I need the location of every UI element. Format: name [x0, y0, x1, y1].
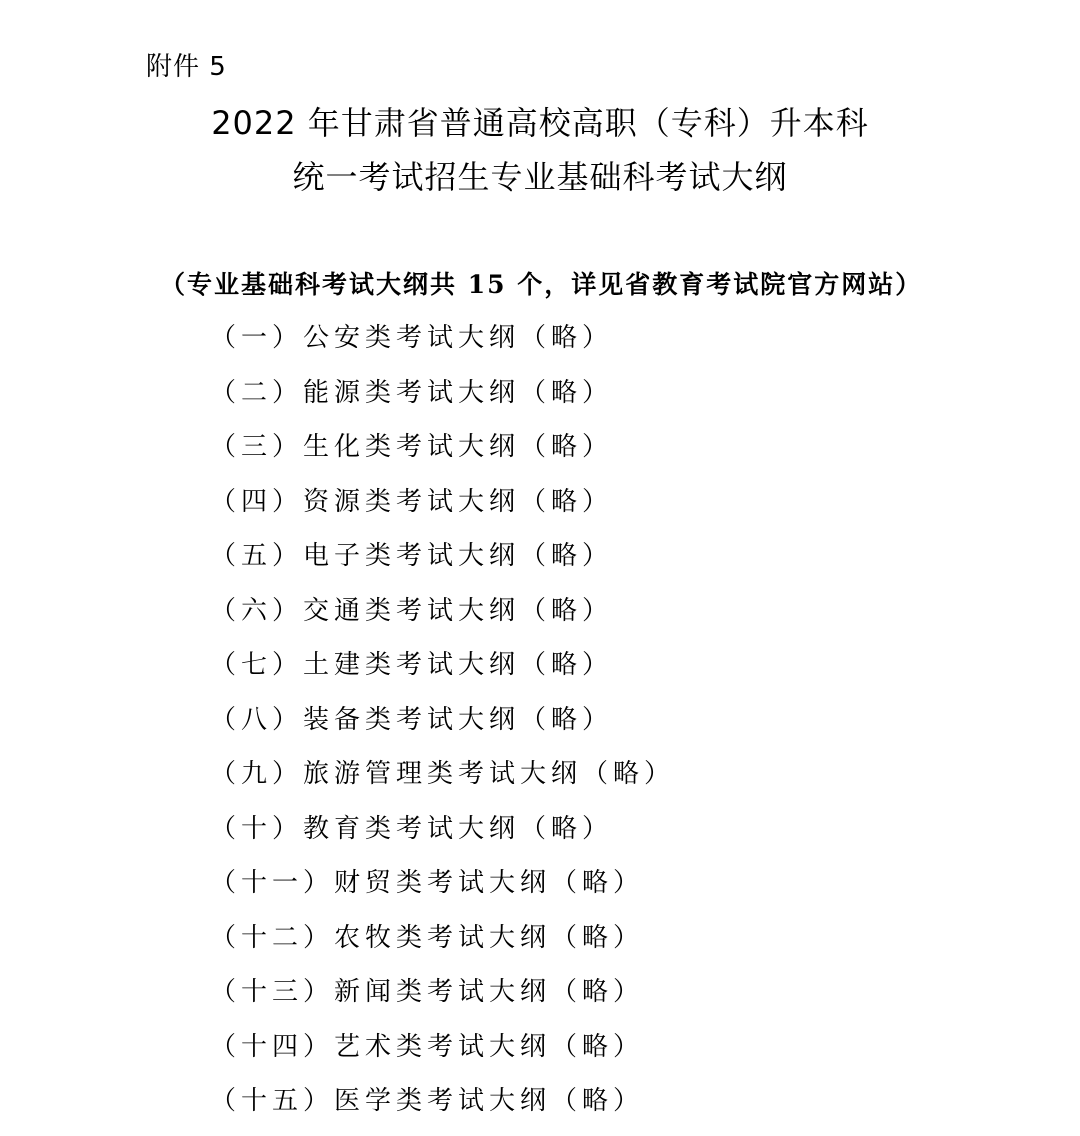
outline-list	[210, 318, 675, 1136]
outline-item-15: （十五）医学类考试大纲（略）	[210, 1086, 645, 1116]
outline-item-14: （十四）艺术类考试大纲（略）	[210, 1031, 645, 1062]
outline-item-6: （六）交通类考试大纲（略）	[210, 595, 614, 626]
attachment-label: 附件 5	[146, 52, 227, 82]
outline-item-13: （十三）新闻类考试大纲（略）	[210, 977, 645, 1007]
outline-item-8: （八）装备类考试大纲（略）	[210, 704, 614, 735]
document-title-line-2: 统一考试招生专业基础科考试大纲	[292, 158, 788, 196]
outline-item-5: （五）电子类考试大纲（略）	[210, 541, 614, 571]
outline-item-1: （一）公安类考试大纲（略）	[210, 323, 614, 353]
outline-item-2: （二）能源类考试大纲（略）	[210, 377, 614, 408]
outline-item-11: （十一）财贸类考试大纲（略）	[210, 868, 645, 898]
outline-item-12: （十二）农牧类考试大纲（略）	[210, 922, 645, 953]
outline-item-9: （九）旅游管理类考试大纲（略）	[210, 759, 676, 789]
outline-note: （专业基础科考试大纲共 15 个，详见省教育考试院官方网站）	[160, 270, 923, 299]
outline-item-10: （十）教育类考试大纲（略）	[210, 813, 614, 844]
outline-item-3: （三）生化类考试大纲（略）	[210, 432, 614, 462]
outline-item-4: （四）资源类考试大纲（略）	[210, 486, 614, 517]
document-title-line-1: 2022 年甘肃省普通高校高职（专科）升本科	[211, 104, 869, 142]
outline-item-7: （七）土建类考试大纲（略）	[210, 650, 614, 680]
